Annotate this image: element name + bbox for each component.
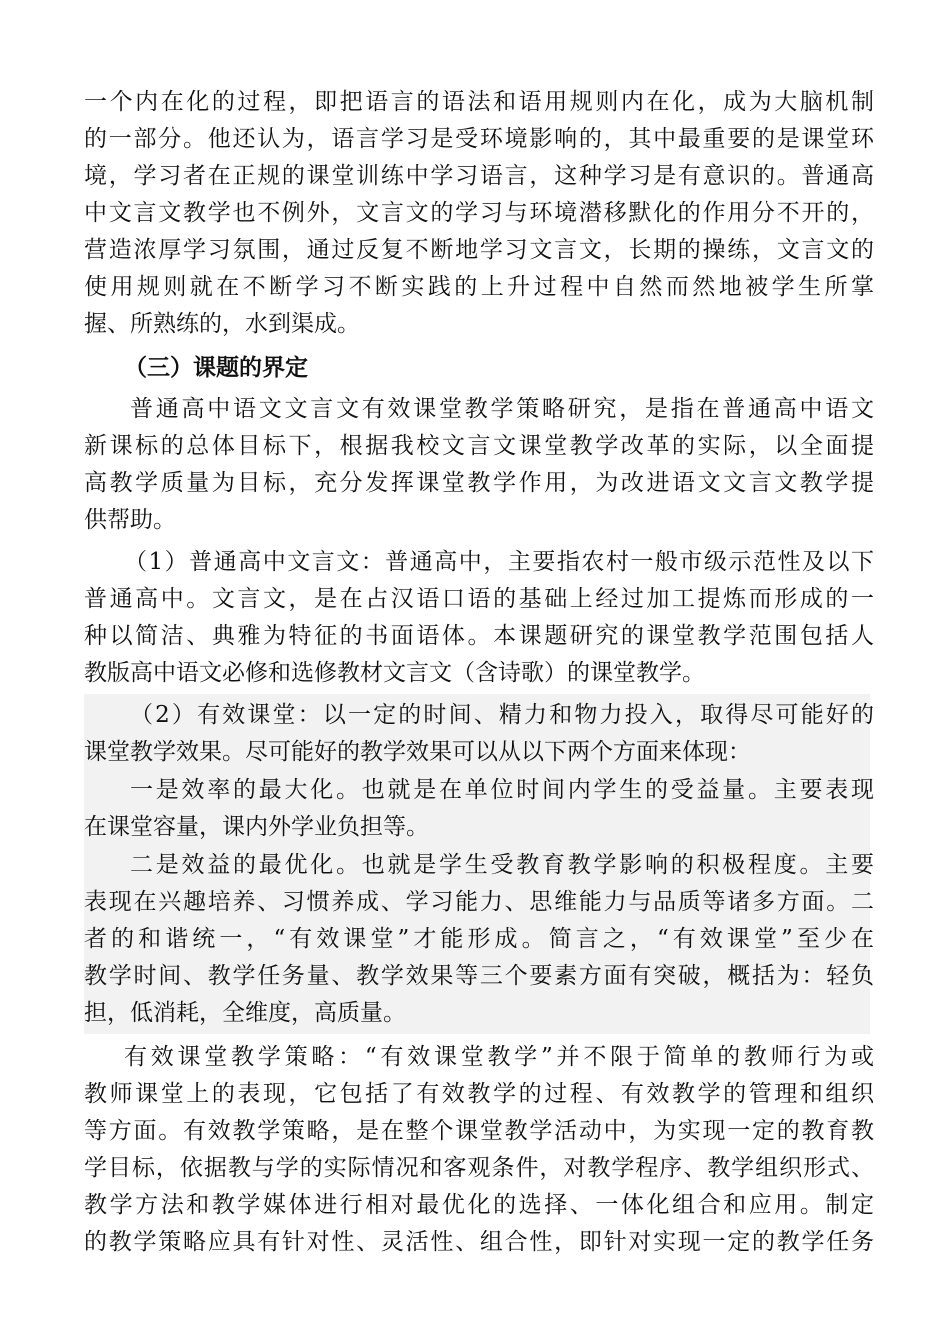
paragraph-6-line: 教学时间、教学任务量、教学效果等三个要素方面有突破，概括为：轻负 [84, 963, 874, 989]
paragraph-1-line: 的一部分。他还认为，语言学习是受环境影响的，其中最重要的是课堂环 [84, 126, 874, 152]
paragraph-4-line: （2）有效课堂：以一定的时间、精力和物力投入，取得尽可能好的 [130, 702, 874, 728]
paragraph-6-line: 担，低消耗，全维度，高质量。 [84, 1000, 406, 1026]
paragraph-5-line: 一是效率的最大化。也就是在单位时间内学生的受益量。主要表现 [130, 777, 874, 803]
paragraph-2-line: 高教学质量为目标，充分发挥课堂教学作用，为改进语文文言文教学提 [84, 470, 874, 496]
paragraph-1-line: 一个内在化的过程，即把语言的语法和语用规则内在化，成为大脑机制 [84, 89, 874, 115]
paragraph-3-line: 教版高中语文必修和选修教材文言文（含诗歌）的课堂教学。 [84, 660, 705, 686]
paragraph-2-line: 普通高中语文文言文有效课堂教学策略研究，是指在普通高中语文 [130, 396, 874, 422]
paragraph-7-line: 学目标，依据教与学的实际情况和客观条件，对教学程序、教学组织形式、 [84, 1155, 874, 1181]
paragraph-6-line: 二是效益的最优化。也就是学生受教育教学影响的积极程度。主要 [130, 852, 874, 878]
paragraph-3-line: 普通高中。文言文，是在占汉语口语的基础上经过加工提炼而形成的一 [84, 586, 874, 612]
paragraph-7-line: 教师课堂上的表现，它包括了有效教学的过程、有效教学的管理和组织 [84, 1081, 874, 1107]
paragraph-7-line: 等方面。有效教学策略，是在整个课堂教学活动中，为实现一定的教育教 [84, 1118, 874, 1144]
paragraph-6-line: 表现在兴趣培养、习惯养成、学习能力、思维能力与品质等诸多方面。二 [84, 889, 874, 915]
paragraph-1-line: 境，学习者在正规的课堂训练中学习语言，这种学习是有意识的。普通高 [84, 163, 874, 189]
paragraph-5-line: 在课堂容量，课内外学业负担等。 [84, 814, 429, 840]
paragraph-7-line: 有效课堂教学策略：“有效课堂教学”并不限于简单的教师行为或 [124, 1044, 874, 1070]
paragraph-3-line: 种以简洁、典雅为特征的书面语体。本课题研究的课堂教学范围包括人 [84, 623, 874, 649]
paragraph-1-line: 握、所熟练的，水到渠成。 [84, 311, 360, 337]
paragraph-3-line: （1）普通高中文言文：普通高中，主要指农村一般市级示范性及以下 [124, 549, 874, 575]
paragraph-2-line: 供帮助。 [84, 507, 176, 533]
paragraph-1-line: 中文言文教学也不例外，文言文的学习与环境潜移默化的作用分不开的， [84, 200, 874, 226]
paragraph-6-line: 者的和谐统一，“有效课堂”才能形成。简言之，“有效课堂”至少在 [84, 926, 874, 952]
paragraph-1-line: 营造浓厚学习氛围，通过反复不断地学习文言文，长期的操练，文言文的 [84, 237, 874, 263]
paragraph-7-line: 的教学策略应具有针对性、灵活性、组合性，即针对实现一定的教学任务 [84, 1229, 874, 1255]
paragraph-4-line: 课堂教学效果。尽可能好的教学效果可以从以下两个方面来体现： [84, 739, 751, 765]
section-heading: （三）课题的界定 [124, 354, 308, 381]
paragraph-1-line: 使用规则就在不断学习不断实践的上升过程中自然而然地被学生所掌 [84, 274, 874, 300]
paragraph-2-line: 新课标的总体目标下，根据我校文言文课堂教学改革的实际，以全面提 [84, 433, 874, 459]
paragraph-7-line: 教学方法和教学媒体进行相对最优化的选择、一体化组合和应用。制定 [84, 1192, 874, 1218]
